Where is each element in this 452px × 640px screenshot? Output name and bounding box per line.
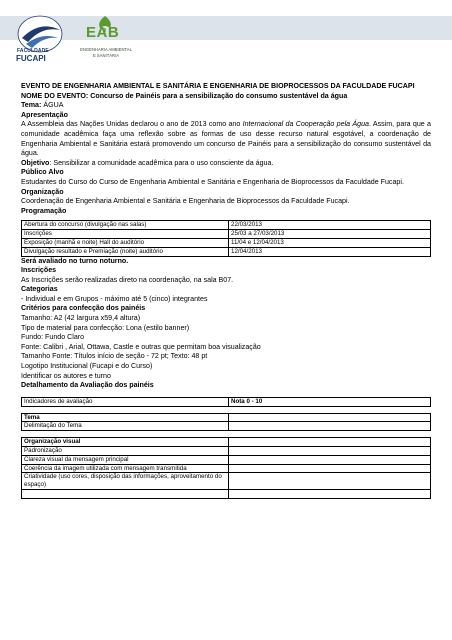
criterios-line: Fonte: Calibri , Arial, Ottawa, Castle e outras que permitam boa visualização	[21, 342, 261, 351]
table-cell	[229, 464, 431, 473]
table-row	[22, 238, 431, 247]
table-row	[22, 464, 431, 473]
table-row	[22, 473, 431, 490]
organizacao-heading: Organização	[21, 187, 64, 196]
criterios-heading: Critérios para confecção dos painéis	[21, 304, 146, 313]
table-row	[22, 422, 431, 431]
apresentacao-italic: Internacional da Cooperação pela Água	[242, 120, 369, 129]
criterios-line: Identificar os autores e turno	[21, 371, 111, 380]
table-cell: Clareza visual da mensagem principal	[22, 455, 229, 464]
objetivo-label: Objetivo	[21, 158, 50, 167]
table-cell: Padronização	[22, 447, 229, 456]
table-row	[22, 230, 431, 239]
publico-text: Estudantes do Curso do Curso de Engenharia Ambiental e Sanitária e Engenharia de Bioprocessos da Faculdade Fucapi.	[21, 177, 404, 186]
table-cell: Divulgação resultado e Premiação (noite) auditório	[22, 247, 229, 256]
table-cell: 22/03/2013	[229, 221, 431, 230]
table-cell: Organização visual	[22, 438, 229, 447]
table-row	[22, 455, 431, 464]
eab-logo-text: EAB	[86, 24, 120, 41]
table-cell: 25/03 a 27/03/2013	[229, 230, 431, 239]
tema-line	[21, 101, 431, 111]
table-cell: Abertura do concurso (divulgação nas salas)	[22, 221, 229, 230]
criterios-line: Fundo: Fundo Claro	[21, 333, 85, 342]
table-row	[22, 438, 431, 447]
table-cell	[229, 455, 431, 464]
table-row	[22, 413, 431, 422]
table-cell	[229, 447, 431, 456]
table-cell: 11/04 e 12/04/2013	[229, 238, 431, 247]
eab-logo-icon	[80, 14, 130, 70]
table-cell	[229, 422, 431, 431]
apresentacao-part1: A Assembleia das Nações Unidas declarou o ano de 2013 como ano	[21, 120, 243, 129]
inscricoes-text: As Inscrições serão realizadas direto na coordenação, na sala B07.	[21, 275, 234, 284]
table-cell: Exposição (manhã e noite) Hall do auditório	[22, 238, 229, 247]
table-row	[22, 247, 431, 256]
apresentacao-text	[21, 120, 431, 158]
objetivo-line	[21, 159, 431, 169]
table-cell: Delimitação do Tema	[22, 422, 229, 431]
categorias-text: - Individual e em Grupos - máximo até 5 (cinco) integrantes	[21, 294, 208, 303]
programacao-heading: Programação	[21, 206, 67, 215]
tema-label: Tema:	[21, 101, 42, 110]
table-cell	[229, 438, 431, 447]
tema-value: ÁGUA	[41, 101, 64, 110]
table-row	[22, 447, 431, 456]
table-cell	[22, 489, 229, 498]
eab-logo-line2: E SANITÁRIA	[92, 53, 120, 58]
categorias-heading: Categorias	[21, 285, 58, 294]
event-title: EVENTO DE ENGENHARIA AMBIENTAL E SANITÁRIA E ENGENHARIA DE BIOPROCESSOS DA FACULDADE FUCAPI	[21, 82, 415, 90]
detalhamento-heading: Detalhamento da Avaliação dos painéis	[21, 381, 154, 390]
document-body	[21, 82, 431, 499]
table-cell	[229, 413, 431, 422]
table-cell	[229, 489, 431, 498]
table-cell: Tema	[22, 413, 229, 422]
document-header	[0, 0, 452, 72]
table-row	[22, 489, 431, 498]
event-name: NOME DO EVENTO: Concurso de Painéis para a sensibilização do consumo sustentável da água	[21, 91, 348, 100]
criterios-line: Tamanho: A2 (42 largura x59,4 altura)	[21, 314, 141, 323]
noturno-note: Será avaliado no turno noturno.	[21, 256, 129, 265]
fucapi-logo-line2: FUCAPI	[16, 54, 46, 63]
programacao-table	[21, 220, 431, 256]
table-cell: Indicadores de avaliação	[22, 397, 229, 406]
apresentacao-part2: . Assim, para que a comunidade acadêmica faça uma reflexão sobre as formas de uso desse recurso natural esgotável, a coordenação de Engenharia Ambiental e Sanitária estará promovendo um concurso de Painéis para a sensibilização do consumo sustentável da água.	[21, 120, 432, 158]
fucapi-logo-line1: FACULDADE	[17, 48, 49, 54]
table-cell: Coerência da imagem utilizada com mensagem transmitida	[22, 464, 229, 473]
table-cell: Inscrições	[22, 230, 229, 239]
table-row	[22, 221, 431, 230]
eval-header-table	[21, 397, 431, 407]
eval-visual-table	[21, 437, 431, 499]
inscricoes-heading: Inscrições	[21, 266, 57, 275]
organizacao-text: Coordenação de Engenharia Ambiental e Sanitária e Engenharia de Bioprocessos da Faculdade Fucapi.	[21, 197, 350, 206]
table-cell	[229, 473, 431, 490]
criterios-line: Tipo de material para confecção: Lona (estilo banner)	[21, 323, 190, 332]
eval-tema-table	[21, 413, 431, 432]
table-row	[22, 397, 431, 406]
table-cell: Nota 0 - 10	[229, 397, 431, 406]
criterios-line: Tamanho Fonte: Títulos início de seção - 72 pt; Texto: 48 pt	[21, 352, 208, 361]
publico-heading: Público Alvo	[21, 168, 64, 177]
eab-logo-line1: ENGENHARIA AMBIENTAL	[80, 47, 132, 52]
table-cell: 12/04/2013	[229, 247, 431, 256]
apresentacao-heading: Apresentação	[21, 110, 68, 119]
objetivo-value: : Sensibilizar a comunidade acadêmica para o uso consciente da água.	[49, 158, 274, 167]
criterios-line: Logotipo Institucional (Fucapi e do Curso)	[21, 362, 153, 371]
table-cell: Criatividade (uso cores, disposição das informações, aproveitamento do espaço)	[22, 473, 229, 490]
